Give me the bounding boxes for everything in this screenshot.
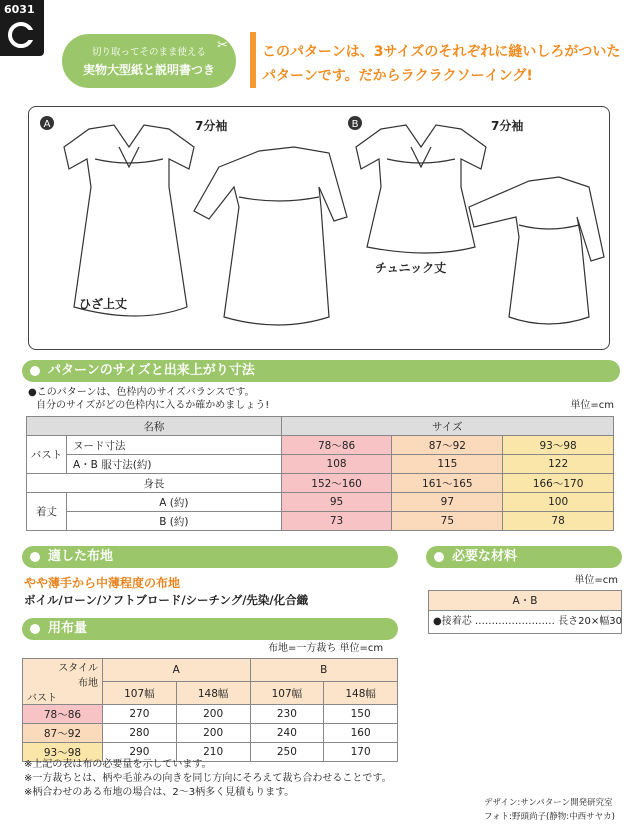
- fabric-label: 布地: [78, 678, 98, 689]
- bullet-icon: [30, 366, 40, 376]
- bullet-icon: [30, 552, 40, 562]
- cell: 230: [250, 705, 324, 724]
- size-section-title: パターンのサイズと出来上がり寸法: [48, 363, 255, 378]
- badge-line2: 実物大型紙と説明書つき: [82, 63, 215, 77]
- size-section-header: [22, 360, 620, 382]
- table-row: [23, 705, 398, 724]
- fabric-section-title: 適した布地: [48, 549, 114, 564]
- credit-design: デザイン:サンパターン開発研究室: [484, 798, 613, 808]
- style-label: スタイル: [58, 663, 98, 674]
- row-label: B (約): [67, 512, 282, 531]
- fabric-section-header: [22, 546, 398, 568]
- cell: 100: [503, 493, 614, 512]
- bullet-icon: [30, 624, 40, 634]
- cell: 97: [392, 493, 503, 512]
- materials-header: A・B: [429, 591, 621, 611]
- materials-unit: 単位=cm: [574, 575, 618, 586]
- fabric-list: ボイル/ローン/ソフトブロード/シーチング/先染/化合織: [24, 593, 309, 607]
- cell: 200: [176, 724, 250, 743]
- size-table: [26, 416, 614, 531]
- group-length: 着丈: [27, 493, 67, 531]
- sleeve-label-a: 7分袖: [195, 119, 228, 133]
- cell: 93〜98: [503, 436, 614, 455]
- materials-section-header: [426, 546, 622, 568]
- amount-note: 布地=一方裁ち 単位=cm: [268, 643, 384, 654]
- cell: 290: [103, 743, 177, 762]
- col-a: A: [103, 659, 251, 682]
- materials-box: [428, 590, 622, 634]
- amount-note-3: ※柄合わせのある布地の場合は、2〜3柄多く見積もります。: [24, 787, 295, 798]
- cell: 166〜170: [503, 474, 614, 493]
- row-label: 身長: [27, 474, 282, 493]
- garment-illustration: [28, 106, 610, 350]
- corner-cell: [23, 659, 103, 705]
- pattern-badge: [62, 34, 236, 88]
- cell: 108: [281, 455, 392, 474]
- bust-label: バスト: [27, 693, 57, 704]
- cell: 95: [281, 493, 392, 512]
- row-label: A (約): [67, 493, 282, 512]
- brand-corner: [0, 0, 44, 56]
- materials-value: 長さ20×幅30: [558, 616, 622, 627]
- materials-section-title: 必要な材料: [452, 549, 518, 564]
- cell: 152〜160: [281, 474, 392, 493]
- header-name: 名称: [27, 417, 282, 436]
- cell: 122: [503, 455, 614, 474]
- scissors-icon: ✂: [217, 38, 228, 53]
- table-row: [27, 474, 614, 493]
- badge-line1: 切り取ってそのまま使える: [91, 47, 206, 58]
- amount-note-1: ※上記の表は布の必要量を示しています。: [24, 759, 212, 770]
- amount-section-title: 用布量: [48, 621, 88, 636]
- size-note1: ●このパターンは、色枠内のサイズバランスです。: [28, 387, 255, 398]
- cell: 87〜92: [392, 436, 503, 455]
- bullet-icon: [434, 552, 444, 562]
- cell: 270: [103, 705, 177, 724]
- cell: 161〜165: [392, 474, 503, 493]
- amount-note-2: ※一方裁ちとは、柄や毛並みの向きを同じ方向にそろえて裁ち合わせることです。: [24, 773, 392, 784]
- table-row: [27, 512, 614, 531]
- cell: 75: [392, 512, 503, 531]
- label-a-mark: A: [43, 119, 51, 130]
- length-label-b: チュニック丈: [375, 261, 447, 275]
- width-cell: 148幅: [324, 682, 398, 705]
- bust-cell: 87〜92: [23, 724, 103, 743]
- materials-row: [429, 611, 621, 633]
- row-label: A・B 服寸法(約): [67, 455, 282, 474]
- width-cell: 148幅: [176, 682, 250, 705]
- cell: 250: [250, 743, 324, 762]
- table-row: [27, 493, 614, 512]
- pattern-number: 6031: [4, 3, 35, 16]
- header-size: サイズ: [281, 417, 613, 436]
- credit-photo: フォト:野頭尚子(静物:中西サヤカ): [484, 812, 615, 822]
- cell: 115: [392, 455, 503, 474]
- cell: 150: [324, 705, 398, 724]
- group-bust: バスト: [27, 436, 67, 474]
- intro-accent: [250, 32, 256, 88]
- cell: 210: [176, 743, 250, 762]
- size-note2: 自分のサイズがどの色枠内に入るか確かめましょう!: [36, 400, 270, 411]
- bust-cell: 78〜86: [23, 705, 103, 724]
- amount-table: [22, 658, 398, 762]
- cell: 200: [176, 705, 250, 724]
- cell: 78〜86: [281, 436, 392, 455]
- label-b-mark: B: [351, 119, 359, 130]
- size-unit: 単位=cm: [570, 400, 614, 411]
- table-row: [23, 724, 398, 743]
- cell: 280: [103, 724, 177, 743]
- width-cell: 107幅: [103, 682, 177, 705]
- sleeve-label-b: 7分袖: [491, 119, 524, 133]
- materials-item: ●接着芯: [433, 616, 472, 627]
- length-label-a: ひざ上丈: [79, 297, 128, 311]
- fabric-heading: やや薄手から中薄程度の布地: [24, 576, 181, 590]
- col-b: B: [250, 659, 398, 682]
- intro-text: [262, 40, 640, 88]
- garment-drawings: [29, 107, 611, 351]
- cell: 160: [324, 724, 398, 743]
- cell: 240: [250, 724, 324, 743]
- bust-cell: 93〜98: [23, 743, 103, 762]
- amount-section-header: [22, 618, 398, 640]
- cell: 73: [281, 512, 392, 531]
- cell: 78: [503, 512, 614, 531]
- table-row: [27, 436, 614, 455]
- table-row: [27, 455, 614, 474]
- intro-line1: このパターンは、3サイズのそれぞれに縫いしろがついた: [262, 44, 621, 60]
- intro-line2: パターンです。だからラクラクソーイング!: [262, 68, 533, 84]
- cell: 170: [324, 743, 398, 762]
- brand-logo-icon: [8, 22, 34, 48]
- materials-dots: ……………………: [474, 616, 555, 627]
- row-label: ヌード寸法: [67, 436, 282, 455]
- width-cell: 107幅: [250, 682, 324, 705]
